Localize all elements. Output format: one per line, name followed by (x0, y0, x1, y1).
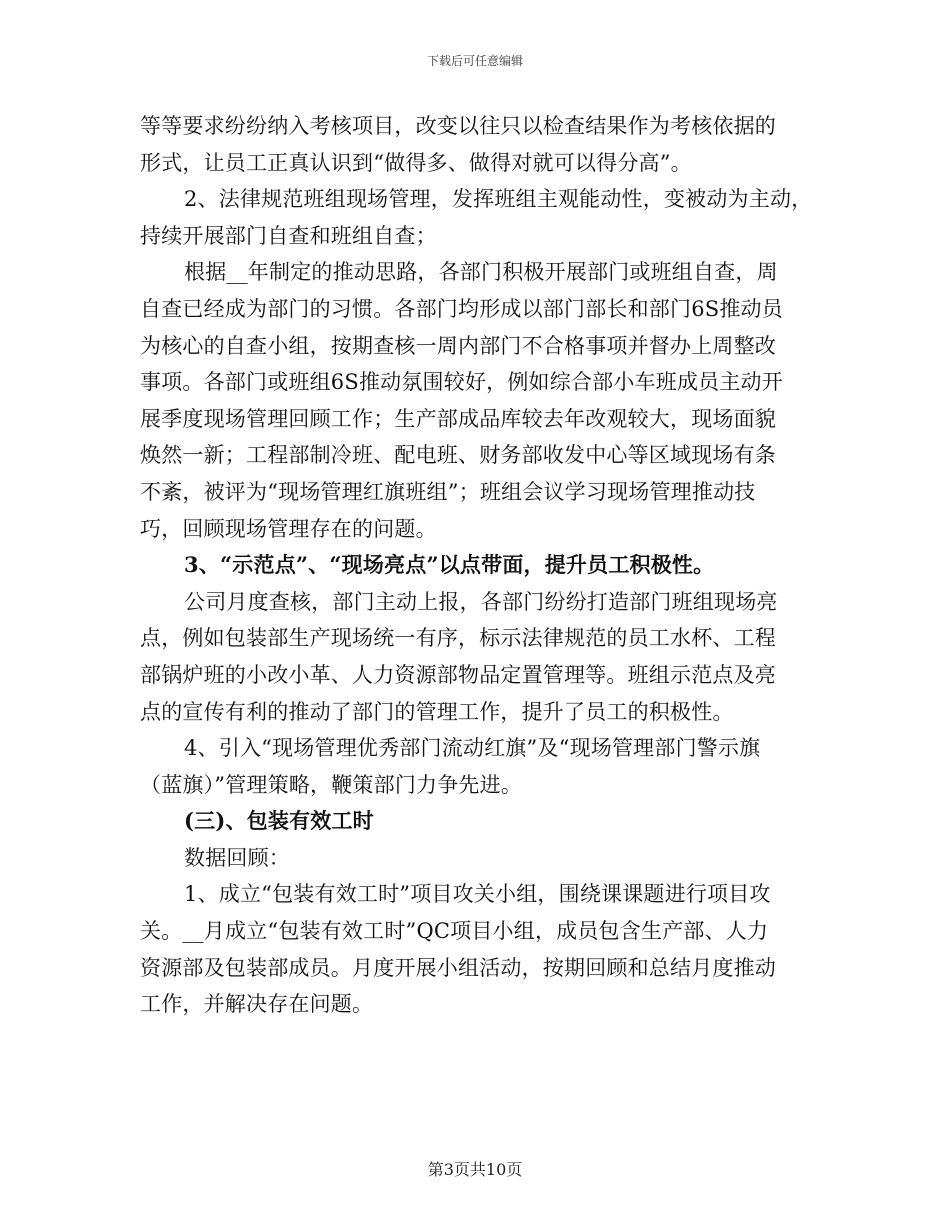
paragraph-line: 2、法律规范班组现场管理，发挥班组主观能动性，变被动为主动， (184, 187, 813, 212)
paragraph-line: 点，例如包装部生产现场统一有序，标示法律规范的员工水杯、工程 (140, 626, 776, 651)
paragraph-line: 资源部及包装部成员。月度开展小组活动，按期回顾和总结月度推动 (140, 955, 776, 980)
paragraph-line: 点的宣传有利的推动了部门的管理工作，提升了员工的积极性。 (140, 699, 734, 724)
paragraph-line: 自查已经成为部门的习惯。各部门均形成以部门部长和部门6S推动员 (140, 296, 783, 321)
paragraph-line: 展季度现场管理回顾工作；生产部成品库较去年改观较大，现场面貌 (140, 406, 776, 431)
page-header: 下载后可任意编辑 (426, 54, 523, 68)
section-heading: 3、“示范点”、“现场亮点”以点带面，提升员工积极性。 (184, 552, 715, 578)
paragraph-line: 4、引入“现场管理优秀部门流动红旗”及“现场管理部门警示旗 (184, 736, 761, 761)
page-number: 第3页共10页 (427, 1160, 523, 1179)
paragraph-line: 巧，回顾现场管理存在的问题。 (140, 516, 437, 541)
paragraph-line: 为核心的自查小组，按期查核一周内部门不合格事项并督办上周整改 (140, 333, 776, 358)
document-body (140, 108, 820, 1023)
paragraph-line: 公司月度查核，部门主动上报，各部门纷纷打造部门班组现场亮 (184, 589, 778, 614)
paragraph-line: 不紊，被评为“现场管理红旗班组”；班组会议学习现场管理推动技 (140, 479, 756, 504)
paragraph-line: 事项。各部门或班组6S推动氛围较好，例如综合部小车班成员主动开 (140, 370, 783, 395)
section-heading: (三)、包装有效工时 (184, 808, 374, 834)
paragraph-line: 工作，并解决存在问题。 (140, 992, 374, 1017)
paragraph-line: 1、成立“包装有效工时”项目攻关小组，围绕课课题进行项目攻 (184, 882, 771, 907)
paragraph-line: 关。__月成立“包装有效工时”QC项目小组，成员包含生产部、人力 (140, 919, 769, 944)
paragraph-line: 根据__年制定的推动思路，各部门积极开展部门或班组自查，周 (184, 260, 778, 285)
paragraph-line: 焕然一新；工程部制冷班、配电班、财务部收发中心等区域现场有条 (140, 443, 776, 468)
paragraph-line: 部锅炉班的小改小革、人力资源部物品定置管理等。班组示范点及亮 (140, 662, 776, 687)
paragraph-line: （蓝旗）”管理策略，鞭策部门力争先进。 (140, 772, 523, 797)
paragraph-line: 持续开展部门自查和班组自查； (140, 223, 437, 248)
paragraph-line: 形式，让员工正真认识到“做得多、做得对就可以得分高”。 (140, 150, 692, 175)
paragraph-line: 数据回顾： (184, 845, 290, 870)
paragraph-line: 等等要求纷纷纳入考核项目，改变以往只以检查结果作为考核依据的 (140, 114, 776, 138)
